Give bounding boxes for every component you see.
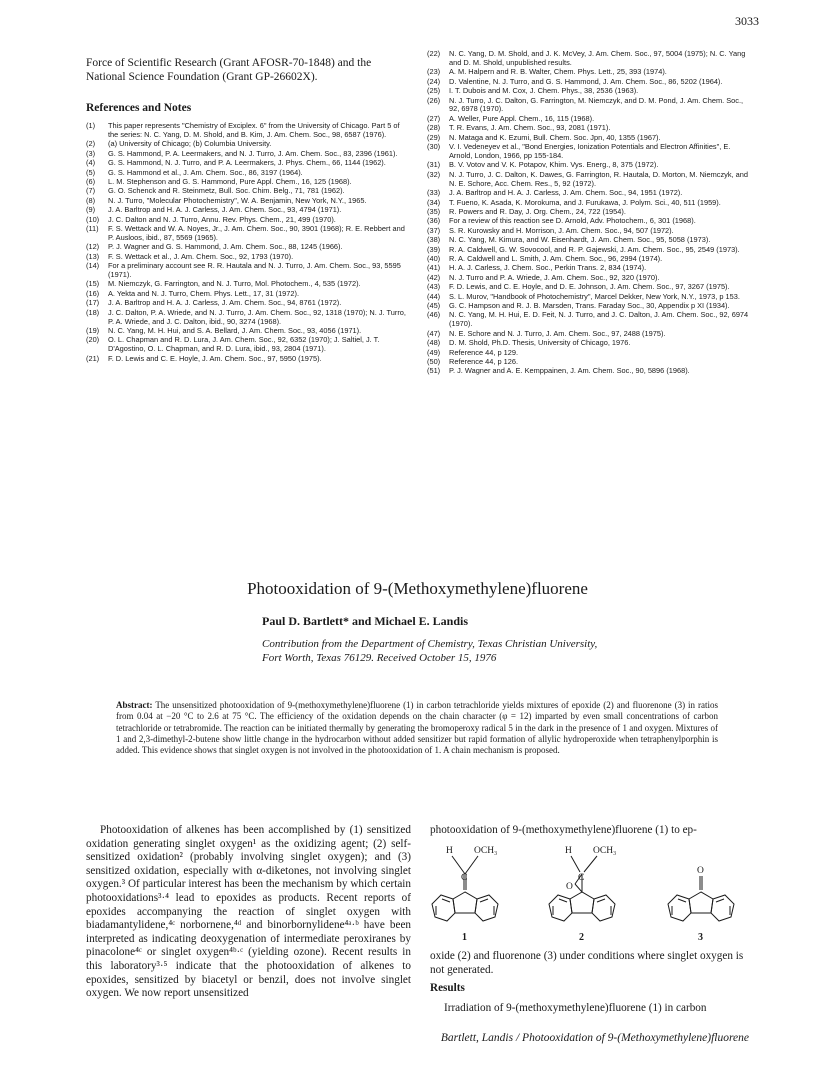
right-column [427, 50, 749, 377]
compound-label-1: 1 [462, 932, 467, 943]
reference-number: (22) [427, 49, 441, 58]
atom-c-1: C [461, 873, 468, 883]
structure-compound-1 [432, 856, 498, 921]
reference-item [427, 171, 749, 189]
atom-och3-1: OCH₃ [474, 846, 498, 856]
reference-item [86, 280, 411, 289]
reference-number: (5) [86, 167, 96, 177]
reference-item [427, 367, 749, 376]
article-authors: Paul D. Bartlett* and Michael E. Landis [262, 614, 469, 628]
reference-text: (a) University of Chicago; (b) Columbia University. [108, 139, 272, 149]
reference-text: O. L. Chapman and R. D. Lura, J. Am. Chem. Soc., 92, 6352 (1970); J. Saltiel, J. T. D'Agostino, O. L. Chapman, and R. D. Lura, ibid., 93, 2804 (1971). [108, 335, 380, 354]
reference-text: H. A. J. Carless, J. Chem. Soc., Perkin Trans. 2, 834 (1974). [449, 263, 647, 273]
reference-text: A. M. Halpern and R. B. Walter, Chem. Phys. Lett., 25, 393 (1974). [449, 67, 667, 77]
reference-text: S. R. Kurowsky and H. Morrison, J. Am. Chem. Soc., 94, 507 (1972). [449, 225, 674, 235]
reference-number: (10) [86, 214, 100, 224]
reference-number: (29) [427, 132, 441, 142]
references-list-right [427, 50, 749, 376]
reference-item [427, 311, 749, 329]
page-number: 3033 [735, 14, 759, 28]
atom-h-1: H [446, 846, 453, 856]
reference-number: (15) [86, 279, 100, 289]
reference-item [427, 124, 749, 133]
reference-item [86, 122, 411, 140]
structure-compound-3 [668, 876, 734, 921]
results-heading: Results [430, 982, 465, 994]
reference-number: (42) [427, 272, 441, 282]
atom-h-2: H [565, 846, 572, 856]
reference-number: (51) [427, 366, 441, 376]
reference-item [86, 309, 411, 327]
reference-number: (26) [427, 95, 441, 105]
reference-text: N. Mataga and K. Ezumi, Bull. Chem. Soc. Jpn, 40, 1355 (1967). [449, 132, 661, 142]
body-text-right-top: photooxidation of 9-(methoxymethylene)fluorene (1) to ep- [430, 824, 697, 836]
reference-text: A. Yekta and N. J. Turro, Chem. Phys. Lett., 17, 31 (1972). [108, 288, 300, 298]
reference-text: N. J. Turro, "Molecular Photochemistry", W. A. Benjamin, New York, N.Y., 1965. [108, 195, 367, 205]
reference-item [86, 187, 411, 196]
reference-text: D. Valentine, N. J. Turro, and G. S. Hammond, J. Am. Chem. Soc., 86, 5202 (1964). [449, 76, 723, 86]
reference-item [86, 225, 411, 243]
reference-text: This paper represents "Chemistry of Exciplex. 6" from the University of Chicago. Part 5 of the series: N. C. Yang, D. M. Shold, and B. Kim, J. Am. Chem. Soc., 98, 6587 (1976). [108, 121, 400, 139]
article-affiliation [262, 637, 682, 665]
reference-text: F. D. Lewis, and C. E. Hoyle, and D. E. Johnson, J. Am. Chem. Soc., 97, 3267 (1975). [449, 282, 730, 292]
reference-number: (36) [427, 216, 441, 226]
reference-item [86, 355, 411, 364]
affiliation-line-1: Contribution from the Department of Chemistry, Texas Christian University, [262, 638, 598, 650]
reference-number: (50) [427, 356, 441, 366]
reference-number: (43) [427, 282, 441, 292]
reference-text: N. C. Yang, M. H. Hui, and S. A. Bellard, J. Am. Chem. Soc., 93, 4056 (1971). [108, 325, 362, 335]
structure-compound-2 [549, 856, 615, 921]
atom-c-2: C [578, 873, 585, 883]
reference-text: G. C. Hampson and R. J. B. Marsden, Trans. Faraday Soc., 30, Appendix p XI (1934). [449, 300, 730, 310]
reference-number: (4) [86, 158, 96, 168]
reference-text: M. Niemczyk, G. Farrington, and N. J. Turro, Mol. Photochem., 4, 535 (1972). [108, 279, 361, 289]
reference-text: S. L. Murov, "Handbook of Photochemistry", Marcel Dekker, New York, N.Y., 1973, p 153. [449, 291, 740, 301]
reference-text: Reference 44, p 126. [449, 356, 519, 366]
atom-o-2: O [566, 882, 573, 892]
reference-number: (20) [86, 335, 100, 345]
reference-text: I. T. Dubois and M. Cox, J. Chem. Phys., 38, 2536 (1963). [449, 86, 639, 96]
reference-text: G. O. Schenck and R. Steinmetz, Bull. Soc. Chim. Belg., 71, 781 (1962). [108, 186, 345, 196]
acknowledgment-text: Force of Scientific Research (Grant AFOSR-70-1848) and the National Science Foundation (Grant GP-26602X). [86, 57, 372, 83]
reference-number: (11) [86, 223, 99, 233]
reference-number: (24) [427, 76, 441, 86]
reference-item [427, 339, 749, 348]
reference-text: N. C. Yang, M. H. Hui, E. D. Feit, N. J. Turro, and J. C. Dalton, J. Am. Chem. Soc., 92, 6974 (1970). [449, 310, 749, 329]
reference-number: (6) [86, 176, 96, 186]
reference-number: (3) [86, 148, 96, 158]
reference-number: (9) [86, 205, 96, 215]
reference-text: J. A. Barltrop and H. A. J. Carless, J. Am. Chem. Soc., 94, 1951 (1972). [449, 188, 683, 198]
reference-number: (1) [86, 121, 96, 130]
reference-number: (27) [427, 113, 441, 123]
reference-item [86, 140, 411, 149]
reference-text: V. I. Vedeneyev et al., "Bond Energies, Ionization Potentials and Electron Affinities", E. Arnold, London, 1966, pp 155-184. [449, 142, 731, 160]
reference-item [427, 68, 749, 77]
reference-number: (35) [427, 206, 441, 216]
reference-number: (16) [86, 288, 100, 298]
reference-number: (47) [427, 328, 441, 338]
reference-text: P. J. Wagner and G. S. Hammond, J. Am. Chem. Soc., 88, 1245 (1966). [108, 242, 343, 252]
reference-item [427, 236, 749, 245]
abstract-label: Abstract: [116, 700, 153, 710]
reference-item [427, 50, 749, 68]
reference-number: (13) [86, 251, 100, 261]
references-list-left [86, 122, 411, 364]
reference-text: N. C. Yang, D. M. Shold, and J. K. McVey, J. Am. Chem. Soc., 97, 5004 (1975); N. C. Yang and D. M. Shold, unpublished results. [449, 49, 746, 67]
body-text-right-mid: oxide (2) and fluorenone (3) under conditions where singlet oxygen is not generated. [430, 950, 744, 976]
reference-text: T. R. Evans, J. Am. Chem. Soc., 93, 2081 (1971). [449, 123, 611, 133]
compound-label-3: 3 [698, 932, 703, 943]
reference-number: (38) [427, 235, 441, 245]
reference-text: G. S. Hammond, N. J. Turro, and P. A. Leermakers, J. Phys. Chem., 66, 1144 (1962). [108, 158, 386, 168]
reference-text: N. J. Turro, J. C. Dalton, K. Dawes, G. Farrington, R. Hautala, D. Morton, M. Niemczyk, and N. E. Schore, Acc. Chem. Res., 5, 92 (1972). [449, 169, 749, 188]
reference-text: J. A. Barltrop and H. A. J. Carless, J. Am. Chem. Soc., 94, 8761 (1972). [108, 298, 342, 308]
reference-number: (40) [427, 253, 441, 263]
reference-text: R. A. Caldwell and L. Smith, J. Am. Chem. Soc., 96, 2994 (1974). [449, 253, 663, 263]
reference-text: N. J. Turro, J. C. Dalton, G. Farrington, M. Niemczyk, and D. M. Pond, J. Am. Chem. Soc., 92, 6978 (1970). [449, 95, 744, 114]
reference-item [427, 161, 749, 170]
body-text-left: Photooxidation of alkenes has been accomplished by (1) sensitized oxidation generating singlet oxygen¹ as the oxidizing agent; (2) self-sensitized oxidation² (probably involving singlet oxygen); and (3) sensitized oxidation, especially with α-diketones, not involving singlet oxygen.³ Of particular interest has been the mechanism by which certain photooxidations³·⁴ lead to epoxides as products. Recent reports of epoxides accompanying the reaction of singlet oxygen with biadamantylidene,⁴ᶜ norbornene,⁴ᵈ and binorbornylidene⁴ᵃ·ᵇ have been interpreted as indicating deoxygenation of intermediate peroxiranes by pinacolone⁴ᶜ or singlet oxygen⁴ᵇ·ᶜ (yielding ozone). Recent results in this laboratory³·⁵ indicate that the photooxidation of alkenes to epoxides, sensitized by biacetyl or benzil, does not involve singlet oxygen. We now report unsensitized [86, 824, 411, 1000]
reference-number: (37) [427, 225, 441, 235]
references-heading: References and Notes [86, 102, 192, 114]
reference-number: (45) [427, 300, 441, 310]
reference-text: G. S. Hammond, P. A. Leermakers, and N. J. Turro, J. Am. Chem. Soc., 83, 2396 (1961). [108, 148, 398, 158]
reference-number: (8) [86, 195, 96, 205]
abstract-text: The unsensitized photooxidation of 9-(methoxymethylene)fluorene (1) in carbon tetrachloride yields mixtures of epoxide (2) and fluorenone (3) in ratios from 0.04 at −20 °C to 2.6 at 75 °C. The efficiency of the oxidation depends on the chain character (φ = 12) imparted by even small concentrations of carbon tetrachloride or tetrabromide. The reaction can be initiated thermally by generating the bromoperoxy radical 5 in the dark in the presence of 1 and oxygen. Mixtures of 1 and 2,3-dimethyl-2-butene show little change in the hydrocarbon without added sensitizer but rapid formation of allylic hydroperoxide when tetraphenylporphin is added. This evidence shows that singlet oxygen is not involved in the photooxidation of 1. A chain mechanism is proposed. [116, 700, 718, 756]
reference-number: (34) [427, 197, 441, 207]
reference-number: (44) [427, 291, 441, 301]
reference-text: For a preliminary account see R. R. Hautala and N. J. Turro, J. Am. Chem. Soc., 93, 5595 (1971). [108, 261, 401, 279]
reference-text: F. S. Wettack and W. A. Noyes, Jr., J. Am. Chem. Soc., 90, 3901 (1968); R. E. Rebbert and P. Ausloos, ibid., 87, 5569 (1965). [108, 223, 405, 242]
reference-text: F. D. Lewis and C. E. Hoyle, J. Am. Chem. Soc., 97, 5950 (1975). [108, 353, 322, 363]
reference-number: (41) [427, 263, 441, 273]
reference-item [427, 143, 749, 161]
reference-number: (48) [427, 338, 441, 348]
reference-item [427, 264, 749, 273]
reference-number: (46) [427, 310, 441, 320]
reference-text: N. C. Yang, M. Kimura, and W. Eisenhardt, J. Am. Chem. Soc., 95, 5058 (1973). [449, 235, 711, 245]
reference-text: J. C. Dalton, P. A. Wriede, and N. J. Turro, J. Am. Chem. Soc., 92, 1318 (1970); N. J. Turro, P. A. Wriede, and J. C. Dalton, ibid., 90, 3274 (1968). [108, 307, 406, 326]
reference-text: T. Fueno, K. Asada, K. Morokuma, and J. Furukawa, J. Polym. Sci., 40, 511 (1959). [449, 197, 721, 207]
reference-text: P. J. Wagner and A. E. Kemppainen, J. Am. Chem. Soc., 90, 5896 (1968). [449, 366, 690, 376]
compound-label-2: 2 [579, 932, 584, 943]
reference-number: (33) [427, 188, 441, 198]
reference-item [427, 189, 749, 198]
atom-och3-2: OCH₃ [593, 846, 617, 856]
reference-text: R. Powers and R. Day, J. Org. Chem., 24, 722 (1954). [449, 206, 626, 216]
reference-text: J. A. Barltrop and H. A. J. Carless, J. Am. Chem. Soc., 93, 4794 (1971). [108, 205, 342, 215]
atom-o-3: O [697, 866, 704, 876]
reference-number: (7) [86, 186, 96, 196]
reference-text: L. M. Stephenson and G. S. Hammond, Pure Appl. Chem., 16, 125 (1968). [108, 176, 352, 186]
reference-number: (28) [427, 123, 441, 133]
chemical-structures [430, 840, 750, 948]
reference-text: For a review of this reaction see D. Arnold, Adv. Photochem., 6, 301 (1968). [449, 216, 696, 226]
reference-text: B. V. Votov and V. K. Potapov, Khim. Vys. Energ., 8, 375 (1972). [449, 160, 659, 170]
reference-item [427, 217, 749, 226]
reference-text: N. E. Schore and N. J. Turro, J. Am. Chem. Soc., 97, 2488 (1975). [449, 328, 666, 338]
running-footer: Bartlett, Landis / Photooxidation of 9-(Methoxymethylene)fluorene [440, 1032, 749, 1044]
reference-number: (49) [427, 347, 441, 357]
reference-number: (19) [86, 325, 100, 335]
reference-number: (21) [86, 353, 100, 363]
reference-text: J. C. Dalton and N. J. Turro, Annu. Rev. Phys. Chem., 21, 499 (1970). [108, 214, 336, 224]
reference-text: G. S. Hammond et al., J. Am. Chem. Soc., 86, 3197 (1964). [108, 167, 303, 177]
reference-item [427, 97, 749, 115]
reference-number: (17) [86, 298, 100, 308]
reference-text: R. A. Caldwell, G. W. Sovocool, and R. P. Gajewski, J. Am. Chem. Soc., 95, 2549 (1973). [449, 244, 740, 254]
reference-text: Reference 44, p 129. [449, 347, 519, 357]
reference-item [427, 87, 749, 96]
reference-text: F. S. Wettack et al., J. Am. Chem. Soc., 92, 1793 (1970). [108, 251, 294, 261]
reference-item [86, 336, 411, 354]
reference-number: (32) [427, 169, 441, 179]
body-text-right-end: Irradiation of 9-(methoxymethylene)fluorene (1) in carbon [444, 1002, 707, 1014]
reference-item [86, 262, 411, 280]
reference-number: (25) [427, 86, 441, 96]
reference-item [86, 206, 411, 215]
reference-number: (23) [427, 67, 441, 77]
reference-number: (12) [86, 242, 100, 252]
reference-item [86, 159, 411, 168]
abstract [116, 700, 718, 756]
reference-text: A. Weller, Pure Appl. Chem., 16, 115 (1968). [449, 113, 595, 123]
reference-number: (18) [86, 307, 100, 317]
reference-text: D. M. Shold, Ph.D. Thesis, University of Chicago, 1976. [449, 338, 631, 348]
reference-item [86, 299, 411, 308]
reference-number: (39) [427, 244, 441, 254]
reference-text: N. J. Turro and P. A. Wriede, J. Am. Chem. Soc., 92, 320 (1970). [449, 272, 660, 282]
affiliation-line-2: Fort Worth, Texas 76129. Received October 15, 1976 [262, 652, 497, 664]
reference-number: (31) [427, 160, 441, 170]
reference-number: (14) [86, 261, 100, 271]
reference-number: (30) [427, 142, 441, 152]
article-title: Photooxidation of 9-(Methoxymethylene)fluorene [247, 579, 588, 598]
reference-item [427, 283, 749, 292]
reference-number: (2) [86, 139, 96, 149]
left-column [86, 56, 411, 364]
reference-item [86, 243, 411, 252]
